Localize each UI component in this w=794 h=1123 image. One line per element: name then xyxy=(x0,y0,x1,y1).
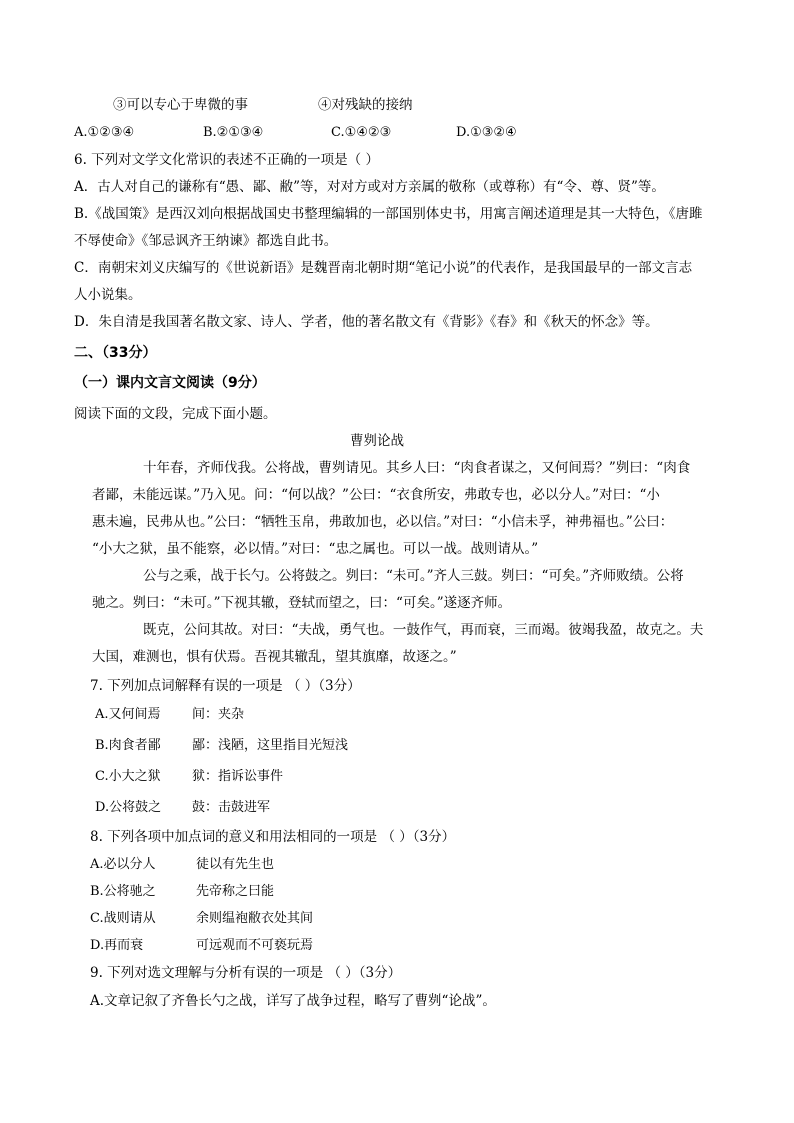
q8-option-c-example: 余则缊袍敝衣处其间 xyxy=(196,911,314,926)
passage-p2-line2: 驰之。刿曰：“未可。”下视其辙，登轼而望之，曰：“可矣。”遂逐齐师。 xyxy=(92,595,512,611)
section-title: 二、（33分） xyxy=(74,345,157,361)
section-subtitle: （一）课内文言文阅读（9分） xyxy=(74,375,266,391)
passage-p1-line4: “小大之狱，虽不能察，必以情。”对曰：“忠之属也。可以一战。战则请从。” xyxy=(92,541,539,557)
q8-option-d-label: D.再而衰 xyxy=(90,938,144,953)
q5-option-d: D.①③②④ xyxy=(456,125,517,140)
q9-option-a: A.文章记叙了齐鲁长勺之战，详写了战争过程，略写了曹刿“论战”。 xyxy=(90,993,496,1009)
q5-option-a: A.①②③④ xyxy=(74,125,135,140)
q5-item-3: ③可以专心于卑微的事 xyxy=(113,97,248,113)
q6-stem: 6. 下列对文学文化常识的表述不正确的一项是（ ） xyxy=(74,152,379,168)
passage-p2-line1: 公与之乘，战于长勺。公将鼓之。刿曰：“未可。”齐人三鼓。刿曰：“可矣。”齐师败绩。公将 xyxy=(143,568,684,584)
q7-option-d-explanation: 鼓：击鼓进军 xyxy=(192,800,271,815)
passage-p1-line3: 惠未遍，民弗从也。”公曰：“牺牲玉帛，弗敢加也，必以信。”对曰：“小信未孚，神弗福也。”公曰： xyxy=(92,514,674,530)
q6-option-b-line2: 不辱使命》《邹忌讽齐王纳谏》都选自此书。 xyxy=(74,233,338,249)
q7-option-b-explanation: 鄙：浅陋，这里指目光短浅 xyxy=(192,738,349,753)
passage-title: 曹刿论战 xyxy=(350,433,404,449)
q8-option-c-label: C.战则请从 xyxy=(90,911,156,926)
q7-option-b-label: B.肉食者鄙 xyxy=(95,738,161,753)
q9-stem: 9. 下列对选文理解与分析有误的一项是 （ ）（3分） xyxy=(90,965,402,981)
q7-option-c-explanation: 狱：指诉讼事件 xyxy=(192,769,284,784)
q5-item-4: ④对残缺的接纳 xyxy=(318,97,413,113)
q6-option-d: D．朱自清是我国著名散文家、诗人、学者，他的著名散文有《背影》《春》和《秋天的怀念》等。 xyxy=(74,314,659,330)
q8-stem: 8. 下列各项中加点词的意义和用法相同的一项是 （ ）（3分） xyxy=(90,829,456,845)
q7-option-a-label: A.又何间焉 xyxy=(95,707,161,722)
q8-option-a-label: A.必以分人 xyxy=(90,857,156,872)
passage-p3-line1: 既克，公问其故。对曰：“夫战，勇气也。一鼓作气，再而衰，三而竭。彼竭我盈，故克之。夫 xyxy=(143,622,704,638)
q6-option-c-line2: 人小说集。 xyxy=(74,287,142,303)
passage-p1-line2: 者鄙，未能远谋。”乃入见。问：“何以战？”公曰：“衣食所安，弗敢专也，必以分人。”对曰：“小 xyxy=(92,487,660,503)
q8-option-b-label: B.公将驰之 xyxy=(90,884,156,899)
q7-stem: 7. 下列加点词解释有误的一项是 （ ）（3分） xyxy=(90,678,361,694)
q5-option-c: C.①④②③ xyxy=(331,125,392,140)
passage-p3-line2: 大国，难测也，惧有伏焉。吾视其辙乱，望其旗靡，故逐之。” xyxy=(92,649,457,665)
q7-option-a-explanation: 间：夹杂 xyxy=(192,707,245,722)
q7-option-d-label: D.公将鼓之 xyxy=(95,800,162,815)
q6-option-a: A．古人对自己的谦称有“愚、鄙、敝”等，对对方或对方亲属的敬称（或尊称）有“令、尊、贤”等。 xyxy=(74,179,665,195)
q8-option-b-example: 先帝称之曰能 xyxy=(196,884,275,899)
q6-option-b-line1: B.《战国策》是西汉刘向根据战国史书整理编辑的一部国别体史书，用寓言阐述道理是其一大特色，《唐雎 xyxy=(74,206,703,222)
q6-option-c-line1: C．南朝宋刘义庆编写的《世说新语》是魏晋南北朝时期“笔记小说”的代表作，是我国最早的一部文言志 xyxy=(74,260,693,276)
q8-option-a-example: 徒以有先生也 xyxy=(196,857,275,872)
section-instruction: 阅读下面的文段，完成下面小题。 xyxy=(74,406,277,422)
passage-p1-line1: 十年春，齐师伐我。公将战，曹刿请见。其乡人曰：“肉食者谋之，又何间焉？”刿曰：“肉食 xyxy=(143,460,691,476)
q8-option-d-example: 可远观而不可亵玩焉 xyxy=(196,938,314,953)
q7-option-c-label: C.小大之狱 xyxy=(95,769,161,784)
q5-option-b: B.②①③④ xyxy=(203,125,264,140)
